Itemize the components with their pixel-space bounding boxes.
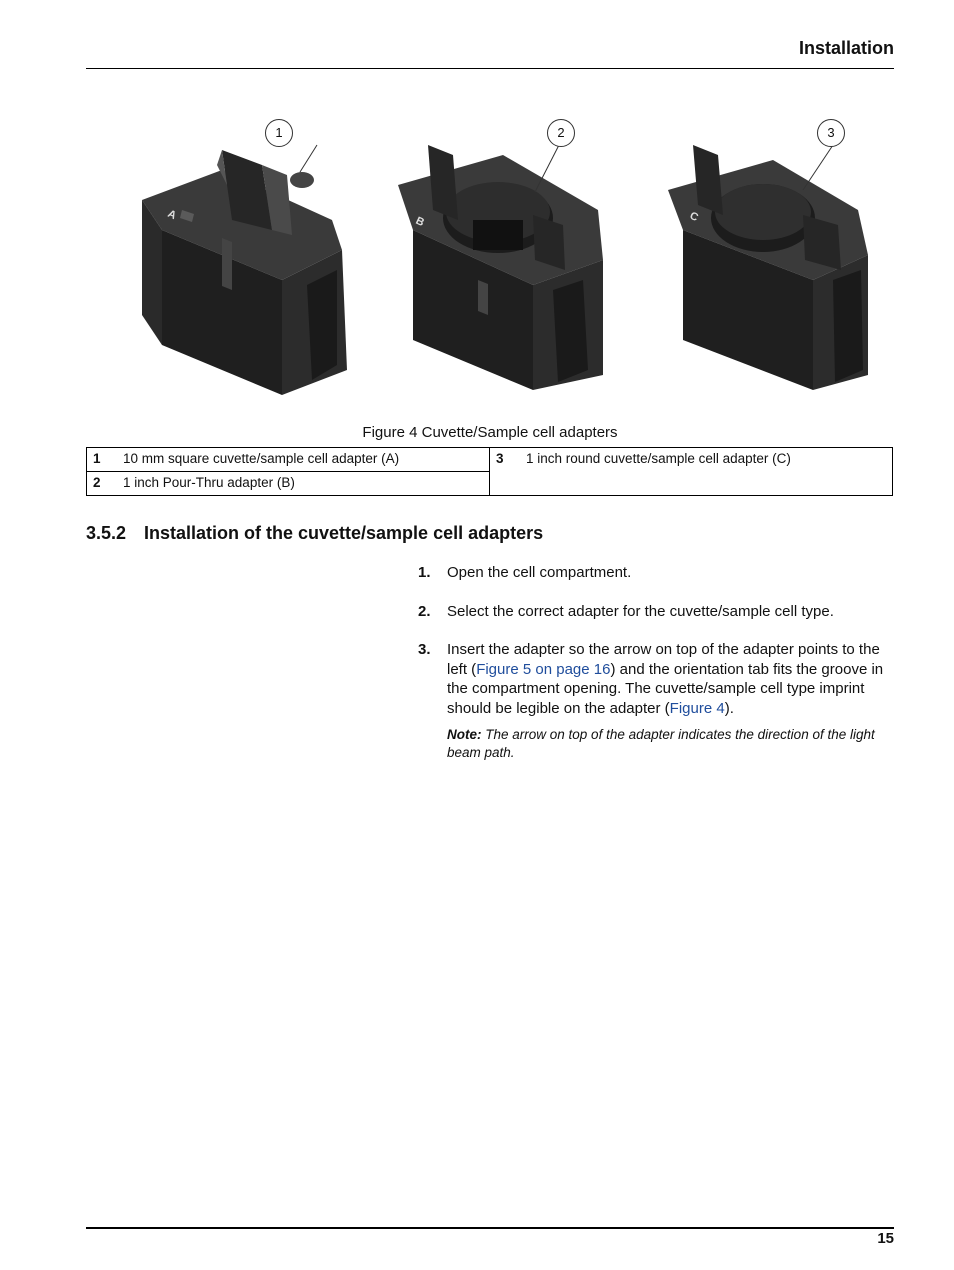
section-heading [86, 523, 543, 544]
step-text-part: Insert the adapter so the arrow on top of the adapter points to the left ( [447, 641, 880, 678]
note [418, 726, 888, 762]
list-item [418, 602, 888, 622]
legend-text: 10 mm square cuvette/sample cell adapter (A) [123, 451, 400, 466]
note-label: Note: [447, 727, 482, 742]
adapter-a-imprint: A [165, 207, 179, 223]
adapter-c-imprint: C [687, 209, 701, 225]
legend-text: 1 inch Pour-Thru adapter (B) [123, 475, 295, 490]
legend-num: 2 [93, 475, 101, 490]
section-title: Installation of the cuvette/sample cell adapters [144, 523, 544, 543]
figure-5-link[interactable]: Figure 5 on page 16 [476, 660, 611, 678]
callout-1: 1 [265, 119, 293, 147]
legend-num: 1 [93, 451, 101, 466]
step-number: 2. [418, 602, 431, 620]
list-item [418, 640, 888, 718]
page-header-title: Installation [798, 38, 894, 58]
legend-cell [87, 472, 490, 496]
header-rule [86, 68, 894, 69]
legend-cell [87, 448, 490, 472]
legend-num: 3 [496, 451, 504, 466]
section-number: 3.5.2 [86, 523, 127, 543]
figure-adapters [86, 110, 894, 410]
footer-rule [86, 1227, 894, 1229]
step-text [447, 641, 883, 717]
note-text: The arrow on top of the adapter indicates the direction of the light beam path. [447, 727, 875, 760]
callout-2: 2 [547, 119, 575, 147]
page-number: 15 [877, 1230, 894, 1247]
figure-caption: Figure 4 Cuvette/Sample cell adapters [362, 424, 618, 441]
step-text: Open the cell compartment. [447, 564, 632, 581]
figure-legend-table [86, 447, 893, 496]
adapter-b-illustration [393, 110, 623, 400]
adapter-b-imprint: B [413, 214, 427, 230]
step-number: 3. [418, 641, 431, 658]
step-text: Select the correct adapter for the cuvette/sample cell type. [447, 602, 834, 620]
step-number: 1. [418, 564, 431, 581]
adapter-c-illustration [663, 110, 893, 400]
list-item [418, 563, 888, 583]
step-text-part: ) and the orientation tab fits the groove in the compartment opening. The cuvette/sample cell type imprint should be legible on the adapter ( [447, 660, 884, 717]
table-row [87, 448, 893, 472]
adapter-a-illustration [122, 110, 352, 400]
figure-4-link[interactable]: Figure 4 [669, 699, 725, 717]
legend-cell [490, 448, 893, 496]
callout-3: 3 [817, 119, 845, 147]
legend-text: 1 inch round cuvette/sample cell adapter (C) [526, 451, 791, 466]
procedure-steps [418, 563, 888, 762]
step-text-part: ). [724, 699, 734, 717]
